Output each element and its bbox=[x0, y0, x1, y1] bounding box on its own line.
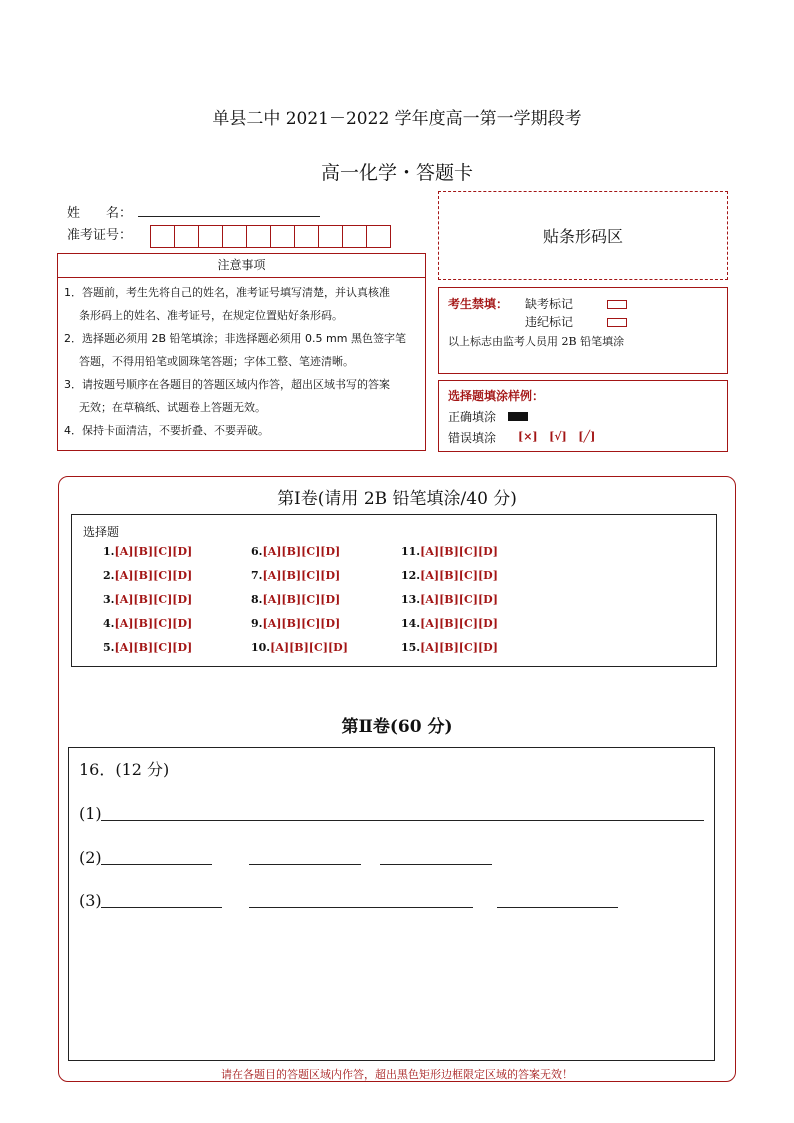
question-number: 9. bbox=[251, 617, 263, 630]
name-label: 姓 名： bbox=[67, 206, 133, 221]
part1-title: 第Ⅰ卷(请用 2B 铅笔填涂/40 分) bbox=[277, 489, 517, 509]
answer-line[interactable] bbox=[380, 864, 492, 865]
examiner-only-box bbox=[438, 287, 728, 374]
mcq-question[interactable] bbox=[103, 588, 192, 612]
answer-card-title: 高一化学・答题卡 bbox=[320, 162, 473, 184]
mcq-options[interactable]: [A][B][C][D] bbox=[270, 641, 348, 654]
mcq-question[interactable] bbox=[103, 564, 192, 588]
question-number: 3. bbox=[103, 593, 115, 606]
answer-line[interactable] bbox=[101, 820, 704, 821]
mcq-question[interactable] bbox=[251, 588, 348, 612]
notice-item: 1．答题前，考生先将自己的姓名，准考证号填写清楚，并认真核准 bbox=[64, 286, 390, 299]
mcq-question[interactable] bbox=[251, 636, 348, 660]
exam-id-digit-box[interactable] bbox=[222, 225, 247, 248]
mcq-question[interactable] bbox=[251, 540, 348, 564]
mcq-options[interactable]: [A][B][C][D] bbox=[420, 593, 498, 606]
mcq-question[interactable] bbox=[401, 588, 498, 612]
mcq-options[interactable]: [A][B][C][D] bbox=[114, 569, 193, 582]
mcq-options[interactable]: [A][B][C][D] bbox=[114, 641, 193, 654]
question-number: 6. bbox=[251, 545, 263, 558]
notice-item: 2．选择题必须用 2B 铅笔填涂；非选择题必须用 0.5 mm 黑色签字笔 bbox=[64, 332, 406, 345]
violation-mark-label: 违纪标记 bbox=[525, 315, 574, 329]
violation-mark-box[interactable] bbox=[607, 318, 627, 327]
question-number: 12. bbox=[401, 569, 421, 582]
part2-title: 第Ⅱ卷(60 分) bbox=[341, 717, 453, 737]
question-number: 2. bbox=[103, 569, 115, 582]
mcq-question[interactable] bbox=[103, 612, 192, 636]
exam-id-digit-box[interactable] bbox=[318, 225, 343, 248]
question-number: 1. bbox=[103, 545, 115, 558]
mcq-column bbox=[401, 540, 498, 660]
barcode-area bbox=[438, 191, 728, 280]
mcq-label: 选择题 bbox=[83, 525, 120, 539]
question-number: 15. bbox=[401, 641, 421, 654]
mcq-question[interactable] bbox=[103, 540, 192, 564]
exam-id-digit-box[interactable] bbox=[174, 225, 199, 248]
footer-warning: 请在各题目的答题区域内作答，超出黑色矩形边框限定区域的答案无效！ bbox=[221, 1068, 573, 1081]
notice-item: 4．保持卡面清洁，不要折叠、不要弄破。 bbox=[64, 424, 269, 437]
mcq-options[interactable]: [A][B][C][D] bbox=[262, 545, 341, 558]
exam-id-digit-box[interactable] bbox=[198, 225, 223, 248]
mcq-question[interactable] bbox=[401, 612, 498, 636]
question-number: 13. bbox=[401, 593, 421, 606]
question-number: 5. bbox=[103, 641, 115, 654]
correct-fill-sample bbox=[508, 412, 528, 421]
mcq-column bbox=[251, 540, 348, 660]
mcq-options[interactable]: [A][B][C][D] bbox=[262, 593, 341, 606]
subquestion-2-label: (2) bbox=[79, 848, 102, 867]
wrong-fill-label: 错误填涂 bbox=[448, 431, 497, 445]
fill-example-heading: 选择题填涂样例： bbox=[448, 389, 545, 403]
subquestion-3-label: (3) bbox=[79, 891, 102, 910]
mcq-question[interactable] bbox=[251, 612, 348, 636]
mcq-options[interactable]: [A][B][C][D] bbox=[420, 545, 498, 558]
exam-id-boxes bbox=[150, 225, 391, 248]
question-number: 7. bbox=[251, 569, 263, 582]
mcq-options[interactable]: [A][B][C][D] bbox=[420, 641, 498, 654]
notice-item: 3．请按题号顺序在各题目的答题区域内作答，超出区域书写的答案 bbox=[64, 378, 390, 391]
name-field[interactable] bbox=[138, 216, 320, 217]
question-16-title: 16．(12 分) bbox=[79, 760, 170, 779]
mcq-question[interactable] bbox=[103, 636, 192, 660]
forbid-label: 考生禁填： bbox=[448, 297, 509, 311]
exam-id-digit-box[interactable] bbox=[294, 225, 319, 248]
exam-title: 单县二中 2021－2022 学年度高一第一学期段考 bbox=[212, 109, 582, 129]
question-number: 11. bbox=[401, 545, 421, 558]
wrong-fill-samples: [×] [√] [╱] bbox=[518, 430, 596, 443]
mcq-options[interactable]: [A][B][C][D] bbox=[262, 569, 341, 582]
mcq-question[interactable] bbox=[401, 636, 498, 660]
correct-fill-label: 正确填涂 bbox=[448, 410, 497, 424]
exam-id-label: 准考证号： bbox=[67, 228, 133, 243]
mcq-question[interactable] bbox=[401, 564, 498, 588]
answer-line[interactable] bbox=[101, 864, 212, 865]
notice-box bbox=[57, 253, 426, 451]
fill-example-box bbox=[438, 380, 728, 452]
question-number: 8. bbox=[251, 593, 263, 606]
exam-id-digit-box[interactable] bbox=[150, 225, 175, 248]
forbid-note: 以上标志由监考人员用 2B 铅笔填涂 bbox=[448, 335, 625, 348]
question-number: 4. bbox=[103, 617, 115, 630]
answer-line[interactable] bbox=[497, 907, 618, 908]
answer-line[interactable] bbox=[249, 864, 361, 865]
subquestion-1-label: (1) bbox=[79, 804, 102, 823]
mcq-options[interactable]: [A][B][C][D] bbox=[420, 569, 498, 582]
mcq-options[interactable]: [A][B][C][D] bbox=[114, 545, 193, 558]
question-number: 14. bbox=[401, 617, 421, 630]
mcq-column bbox=[103, 540, 192, 660]
barcode-label: 贴条形码区 bbox=[542, 227, 623, 246]
answer-line[interactable] bbox=[101, 907, 222, 908]
question-16-answer-box bbox=[68, 747, 715, 1061]
notice-item: 条形码上的姓名、准考证号，在规定位置贴好条形码。 bbox=[79, 309, 343, 322]
mcq-options[interactable]: [A][B][C][D] bbox=[114, 617, 193, 630]
mcq-question[interactable] bbox=[251, 564, 348, 588]
exam-id-digit-box[interactable] bbox=[246, 225, 271, 248]
answer-line[interactable] bbox=[249, 907, 473, 908]
notice-item: 答题，不得用铅笔或圆珠笔答题；字体工整、笔迹清晰。 bbox=[79, 355, 354, 368]
exam-id-digit-box[interactable] bbox=[366, 225, 391, 248]
absent-mark-label: 缺考标记 bbox=[525, 297, 574, 311]
mcq-question[interactable] bbox=[401, 540, 498, 564]
mcq-options[interactable]: [A][B][C][D] bbox=[420, 617, 498, 630]
exam-id-digit-box[interactable] bbox=[342, 225, 367, 248]
mcq-options[interactable]: [A][B][C][D] bbox=[114, 593, 193, 606]
question-number: 10. bbox=[251, 641, 271, 654]
mcq-options[interactable]: [A][B][C][D] bbox=[262, 617, 341, 630]
notice-item: 无效；在草稿纸、试题卷上答题无效。 bbox=[79, 401, 266, 414]
notice-heading: 注意事项 bbox=[58, 254, 425, 278]
absent-mark-box[interactable] bbox=[607, 300, 627, 309]
exam-id-digit-box[interactable] bbox=[270, 225, 295, 248]
